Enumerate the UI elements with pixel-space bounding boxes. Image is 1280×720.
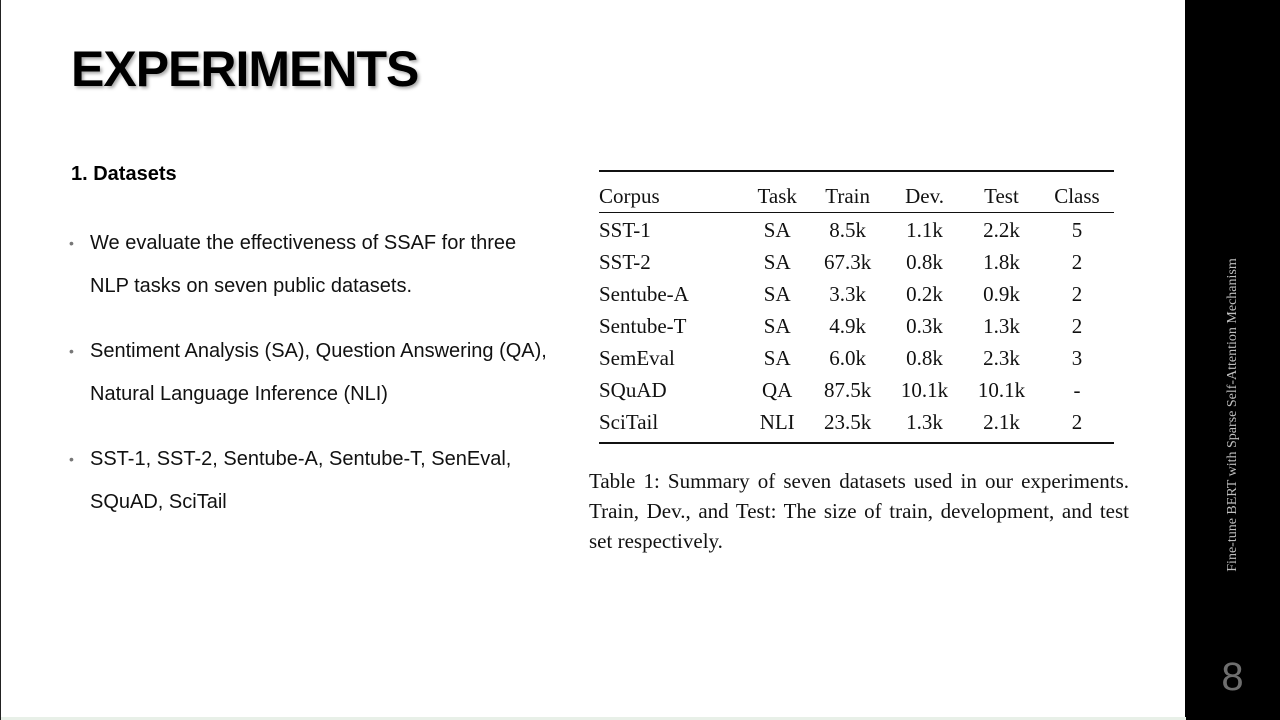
bullet-item (69, 222, 549, 308)
table-cell: QA (762, 378, 793, 402)
table-cell: - (1073, 378, 1081, 402)
table-cell: 0.8k (906, 346, 943, 370)
table-cell: 87.5k (824, 378, 872, 402)
bullet-item (69, 438, 549, 524)
table-cell: 0.2k (906, 282, 943, 306)
section-heading: 1. Datasets (71, 163, 177, 185)
table-header-row (599, 171, 1114, 213)
table-cell: 0.8k (906, 250, 943, 274)
bullet-item (69, 330, 549, 416)
bullet-list (69, 222, 549, 546)
table-cell: SA (763, 218, 791, 242)
table-cell: 3.3k (829, 282, 867, 306)
bullet-icon: • (69, 451, 74, 467)
table-cell: 1.8k (983, 250, 1020, 274)
table-cell: 1.3k (983, 314, 1020, 338)
table-cell: 2.3k (983, 346, 1020, 370)
table-caption: Table 1: Summary of seven datasets used in our experiments. Train, Dev., and Test: The size of train, development, and test set respectively. (589, 469, 1129, 553)
table-cell: SQuAD (599, 378, 667, 402)
table-cell: 2 (1071, 282, 1083, 306)
table-row (599, 375, 1114, 407)
sidebar (1185, 0, 1280, 720)
table-cell: 2.2k (983, 218, 1020, 242)
table-row (599, 311, 1114, 343)
table-cell: 1.1k (906, 218, 943, 242)
table-cell: 3 (1071, 346, 1083, 370)
bullet-icon: • (69, 235, 74, 251)
table-row (599, 407, 1114, 443)
table-cell: SST-2 (599, 250, 651, 274)
column-header: Task (745, 171, 809, 213)
datasets-table (599, 170, 1114, 444)
column-header: Train (809, 171, 886, 213)
table-cell: 1.3k (906, 410, 943, 434)
table-cell: 5 (1071, 218, 1083, 242)
table-cell: 0.3k (906, 314, 943, 338)
table-cell: SciTail (599, 410, 659, 434)
slide-title: EXPERIMENTS (71, 41, 419, 97)
table-cell: 67.3k (824, 250, 872, 274)
table-cell: Sentube-A (599, 282, 689, 306)
table-row (599, 247, 1114, 279)
table-cell: 0.9k (983, 282, 1020, 306)
bullet-icon: • (69, 343, 74, 359)
table-cell: 2 (1071, 250, 1083, 274)
column-header: Test (963, 171, 1040, 213)
column-header: Dev. (886, 171, 963, 213)
bullet-text: We evaluate the effectiveness of SSAF for three NLP tasks on seven public datasets. (90, 232, 517, 297)
bullet-text: Sentiment Analysis (SA), Question Answering (QA), Natural Language Inference (NLI) (90, 340, 547, 405)
table-cell: NLI (759, 410, 795, 434)
table-cell: 8.5k (829, 218, 867, 242)
table-cell: SST-1 (599, 218, 651, 242)
vertical-title: Fine-tune BERT with Sparse Self-Attention Mechanism (1224, 258, 1240, 572)
column-header: Corpus (599, 171, 745, 213)
table-cell: 10.1k (900, 378, 949, 402)
table-cell: SA (763, 346, 791, 370)
table-cell: Sentube-T (599, 314, 687, 338)
table-cell: SemEval (599, 346, 675, 370)
table-cell: 2.1k (983, 410, 1020, 434)
table-cell: 2 (1071, 410, 1083, 434)
table-cell: 6.0k (829, 346, 867, 370)
table-row (599, 343, 1114, 375)
table-cell: 2 (1071, 314, 1083, 338)
table-figure (589, 170, 1129, 556)
table-cell: 10.1k (977, 378, 1026, 402)
table-row (599, 279, 1114, 311)
table-cell: SA (763, 314, 791, 338)
bullet-text: SST-1, SST-2, Sentube-A, Sentube-T, SenEval, SQuAD, SciTail (90, 448, 512, 513)
table-cell: SA (763, 282, 791, 306)
page-number: 8 (1221, 655, 1244, 699)
table-row (599, 213, 1114, 248)
table-cell: 4.9k (829, 314, 867, 338)
column-header: Class (1040, 171, 1114, 213)
table-cell: SA (763, 250, 791, 274)
table-cell: 23.5k (824, 410, 872, 434)
